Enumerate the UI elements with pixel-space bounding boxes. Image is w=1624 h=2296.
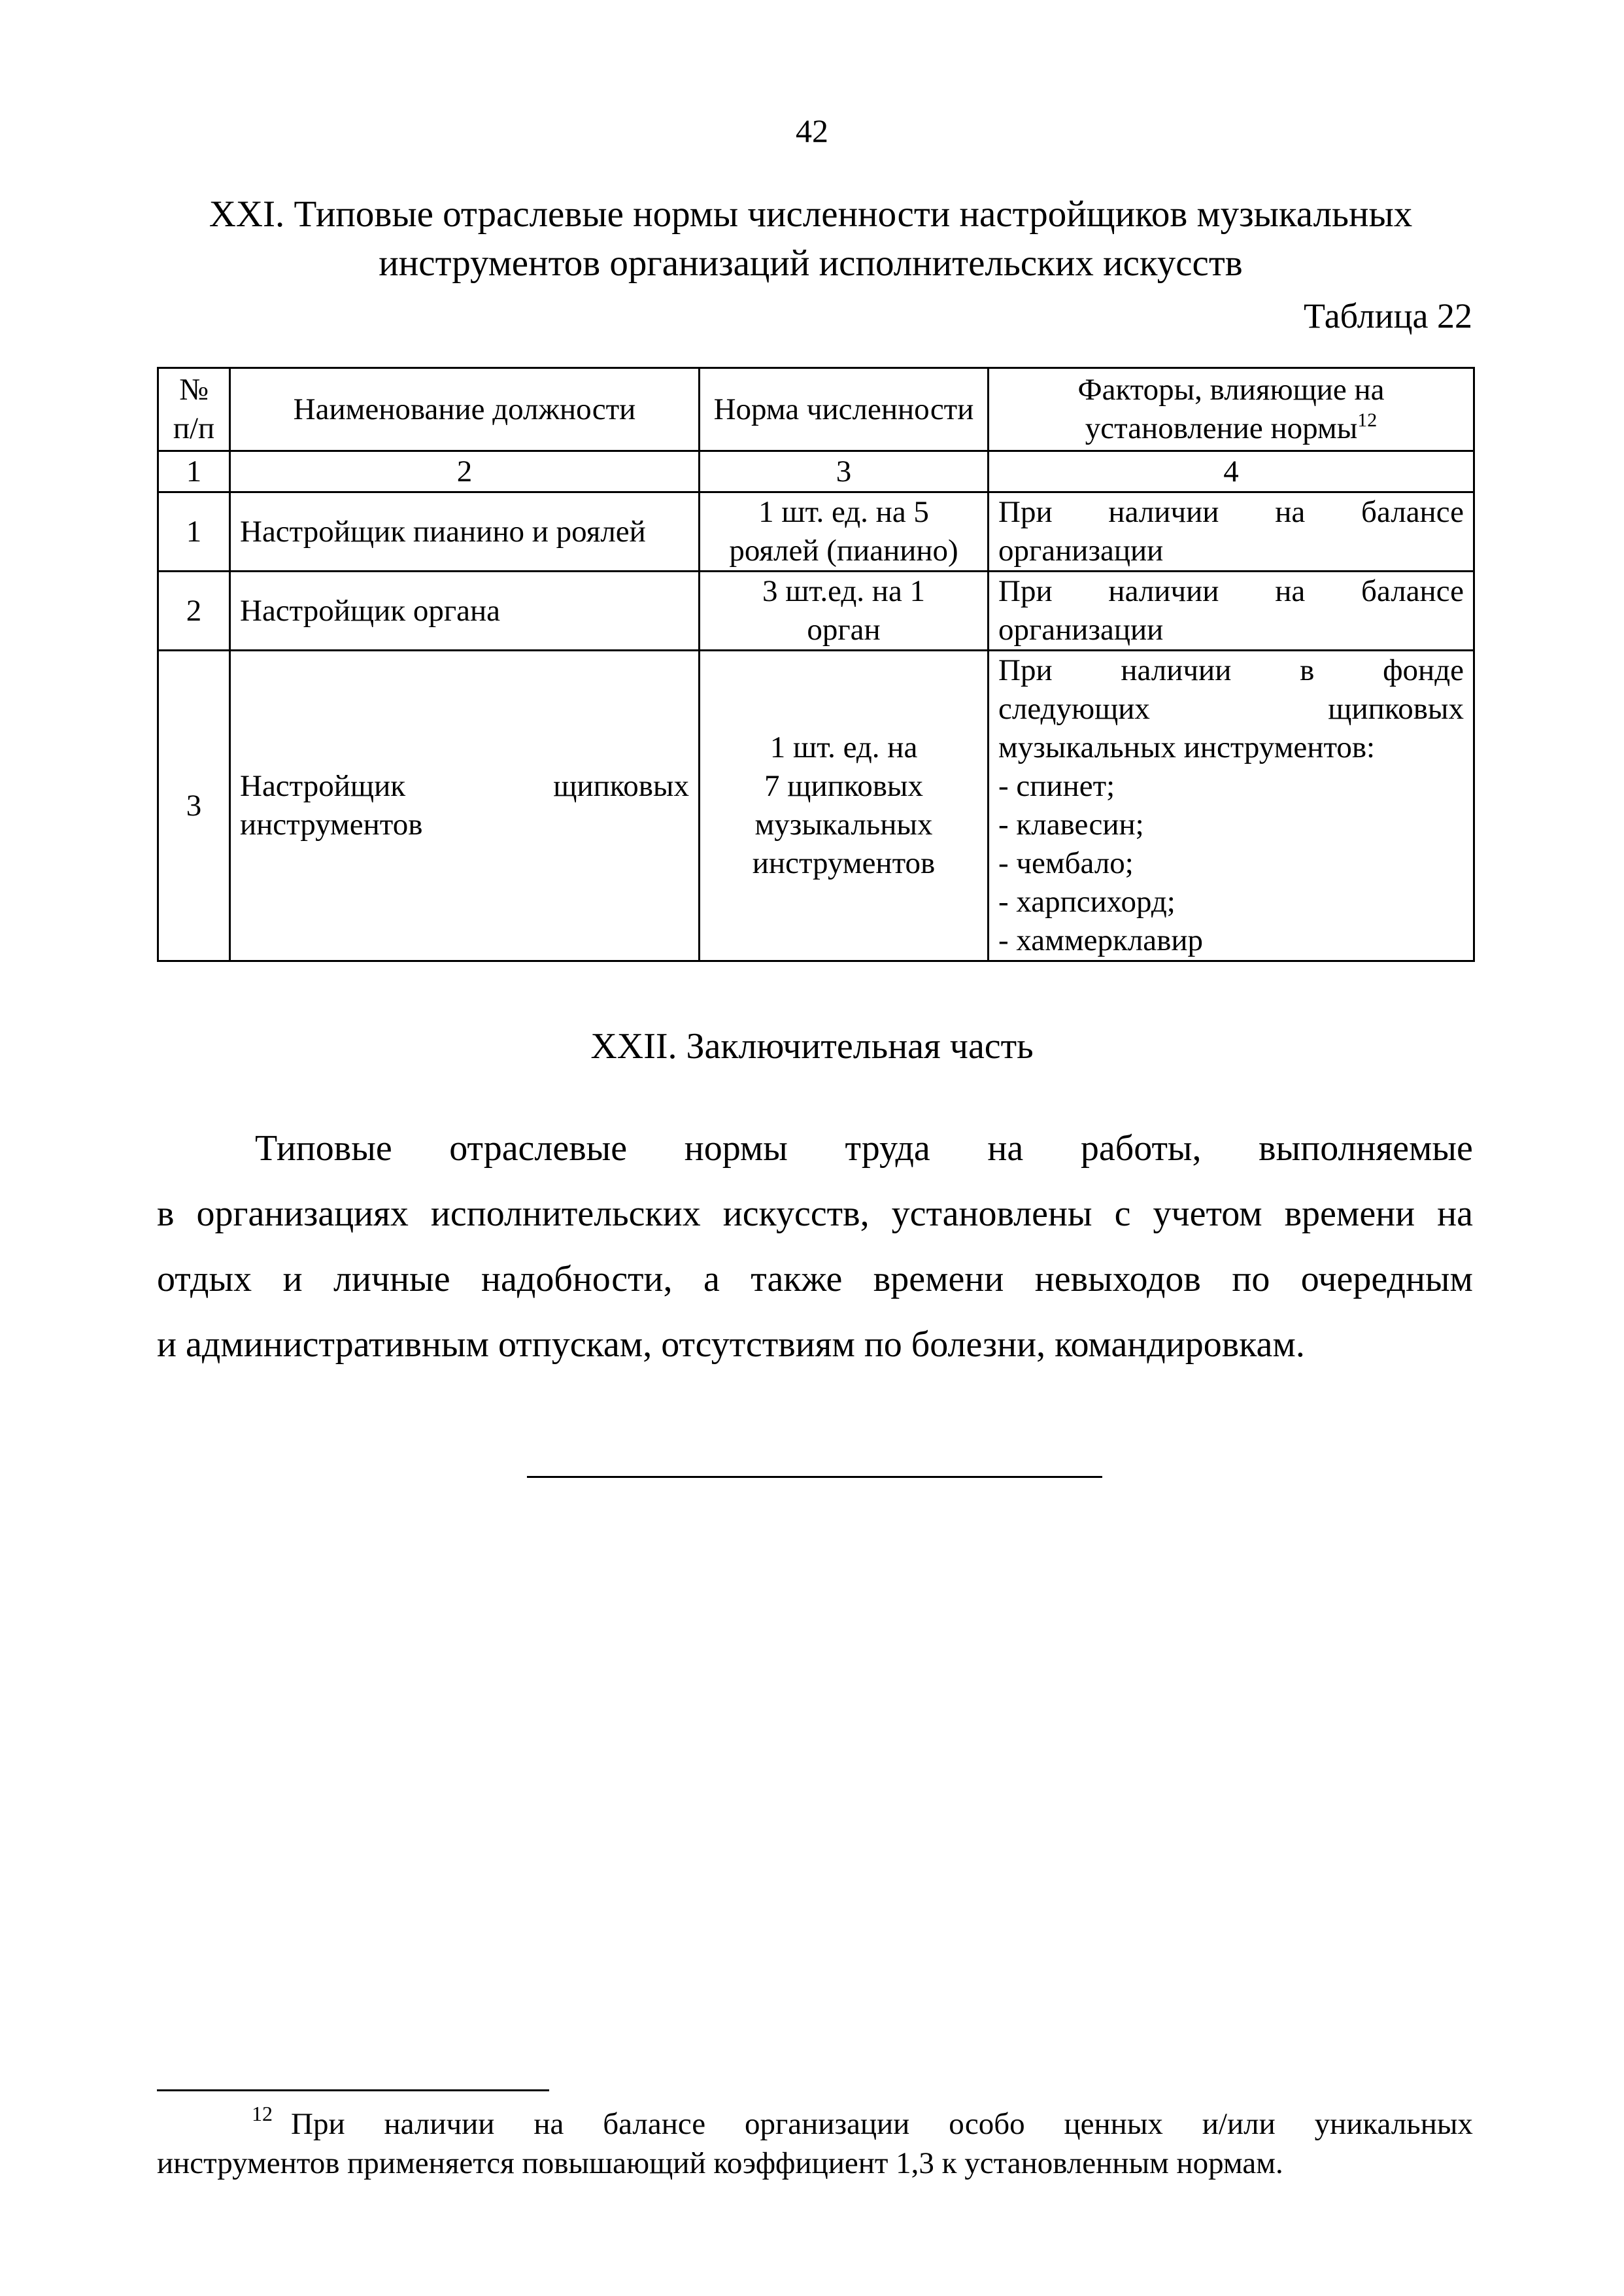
word: наличии <box>1108 495 1219 529</box>
word: фонде <box>1383 653 1464 687</box>
word: труда <box>845 1128 930 1169</box>
word: по <box>1232 1259 1270 1299</box>
row-factors <box>989 572 1474 651</box>
header-num: № п/п <box>158 368 230 451</box>
factor-line <box>998 690 1464 728</box>
word: уникальных <box>1314 2107 1473 2141</box>
word: балансе <box>1361 495 1464 529</box>
word: работы, <box>1080 1128 1202 1169</box>
row-num: 3 <box>158 651 230 961</box>
row-num: 2 <box>158 572 230 651</box>
word: При <box>998 495 1053 529</box>
word: нормы <box>684 1128 788 1169</box>
row-name <box>230 651 700 961</box>
word: исполнительских <box>430 1193 701 1234</box>
section-title-line-1: XXI. Типовые отраслевые нормы численности настройщиков музыкальных <box>209 194 1413 235</box>
column-number: 2 <box>230 451 700 492</box>
row-name: Настройщик пианино и роялей <box>230 492 700 572</box>
table-caption: Таблица 22 <box>1304 296 1472 335</box>
word: отдых <box>157 1259 252 1299</box>
word: времени <box>1284 1193 1415 1234</box>
word: ценных <box>1064 2107 1163 2141</box>
word: искусств, <box>722 1193 870 1234</box>
word: на <box>1437 1193 1473 1234</box>
word: с <box>1114 1193 1131 1234</box>
footnote-rule <box>157 2089 549 2091</box>
word: и <box>282 1259 303 1299</box>
paragraph-line <box>157 1246 1473 1312</box>
factor-line: музыкальных инструментов: <box>998 730 1376 764</box>
name-line <box>240 767 689 806</box>
section2-title: XXII. Заключительная часть <box>590 1026 1034 1067</box>
word: учетом <box>1153 1193 1262 1234</box>
word: При <box>291 2107 345 2141</box>
row-norm <box>700 572 989 651</box>
table-row <box>158 492 1474 572</box>
word: а <box>703 1259 720 1299</box>
factor-list-item: - чембало; <box>998 846 1134 880</box>
factor-line: организации <box>998 613 1164 647</box>
column-number: 1 <box>158 451 230 492</box>
paragraph-line <box>157 1181 1473 1246</box>
word: щипковых <box>1328 692 1464 726</box>
word: балансе <box>603 2107 706 2141</box>
factor-line: организации <box>998 534 1164 568</box>
word: в <box>157 1193 175 1234</box>
word: Настройщик <box>240 769 406 803</box>
word: на <box>1275 495 1306 529</box>
word: на <box>533 2107 564 2141</box>
word: наличии <box>1108 574 1219 608</box>
section-title-line-2: инструментов организаций исполнительских искусств <box>379 243 1243 284</box>
row-factors <box>989 492 1474 572</box>
table-row <box>158 572 1474 651</box>
word <box>252 2104 345 2144</box>
row-num: 1 <box>158 492 230 572</box>
table-header-row <box>158 368 1474 451</box>
column-number: 3 <box>700 451 989 492</box>
name-line: инструментов <box>240 808 423 842</box>
conclusion-paragraph <box>157 1116 1473 1377</box>
word: невыходов <box>1034 1259 1201 1299</box>
word: наличии <box>1121 653 1232 687</box>
header-factors-text: Факторы, влияющие на установление нормы <box>1077 373 1385 445</box>
factor-line <box>998 493 1464 532</box>
word: на <box>1275 574 1306 608</box>
word: следующих <box>998 692 1150 726</box>
header-name: Наименование должности <box>230 368 700 451</box>
word: также <box>751 1259 843 1299</box>
word: отраслевые <box>449 1128 628 1169</box>
separator-line <box>527 1476 1102 1478</box>
factor-list-item: - спинет; <box>998 769 1115 803</box>
norm-line: роялей (пианино) <box>729 534 958 568</box>
factor-list-item: - клавесин; <box>998 808 1144 842</box>
factor-list-item: - харпсихорд; <box>998 885 1176 919</box>
word: организациях <box>196 1193 409 1234</box>
footnote-ref: 12 <box>1357 409 1378 431</box>
header-norm: Норма численности <box>700 368 989 451</box>
word: балансе <box>1361 574 1464 608</box>
norm-line: 1 шт. ед. на <box>770 730 918 764</box>
word: При <box>998 653 1053 687</box>
factor-line <box>998 572 1464 611</box>
word: организации <box>745 2107 910 2141</box>
norm-line: орган <box>807 613 881 647</box>
row-factors <box>989 651 1474 961</box>
footnote-line: инструментов применяется повышающий коэффициент 1,3 к установленным нормам. <box>157 2146 1283 2180</box>
table-row <box>158 651 1474 961</box>
word: особо <box>949 2107 1025 2141</box>
word: на <box>987 1128 1024 1169</box>
word: надобности, <box>481 1259 673 1299</box>
factor-line <box>998 651 1464 690</box>
paragraph-line <box>157 1116 1473 1181</box>
word: и/или <box>1202 2107 1276 2141</box>
row-norm <box>700 651 989 961</box>
footnote-marker: 12 <box>252 2102 273 2125</box>
norm-line: 7 щипковых <box>764 769 923 803</box>
word: очередным <box>1300 1259 1473 1299</box>
header-factors <box>989 368 1474 451</box>
section-title <box>157 190 1464 288</box>
column-number: 4 <box>989 451 1474 492</box>
word: При <box>998 574 1053 608</box>
norm-line: музыкальных <box>754 808 933 842</box>
word: наличии <box>384 2107 495 2141</box>
word: щипковых <box>553 769 689 803</box>
word: времени <box>873 1259 1004 1299</box>
footnote-line <box>157 2104 1473 2144</box>
word: выполняемые <box>1259 1128 1473 1169</box>
paragraph-line: и административным отпускам, отсутствиям по болезни, командировкам. <box>157 1324 1305 1365</box>
factor-list-item: - хаммерклавир <box>998 923 1203 957</box>
norms-table <box>157 367 1475 962</box>
norm-line: 1 шт. ед. на 5 <box>758 495 929 529</box>
column-numbers-row <box>158 451 1474 492</box>
word: Типовые <box>255 1128 392 1169</box>
word: установлены <box>891 1193 1092 1234</box>
word: личные <box>333 1259 450 1299</box>
footnote <box>157 2104 1473 2183</box>
page-number: 42 <box>796 112 828 149</box>
row-name: Настройщик органа <box>230 572 700 651</box>
word: в <box>1300 653 1315 687</box>
norm-line: 3 шт.ед. на 1 <box>762 574 926 608</box>
norm-line: инструментов <box>752 846 936 880</box>
row-norm <box>700 492 989 572</box>
